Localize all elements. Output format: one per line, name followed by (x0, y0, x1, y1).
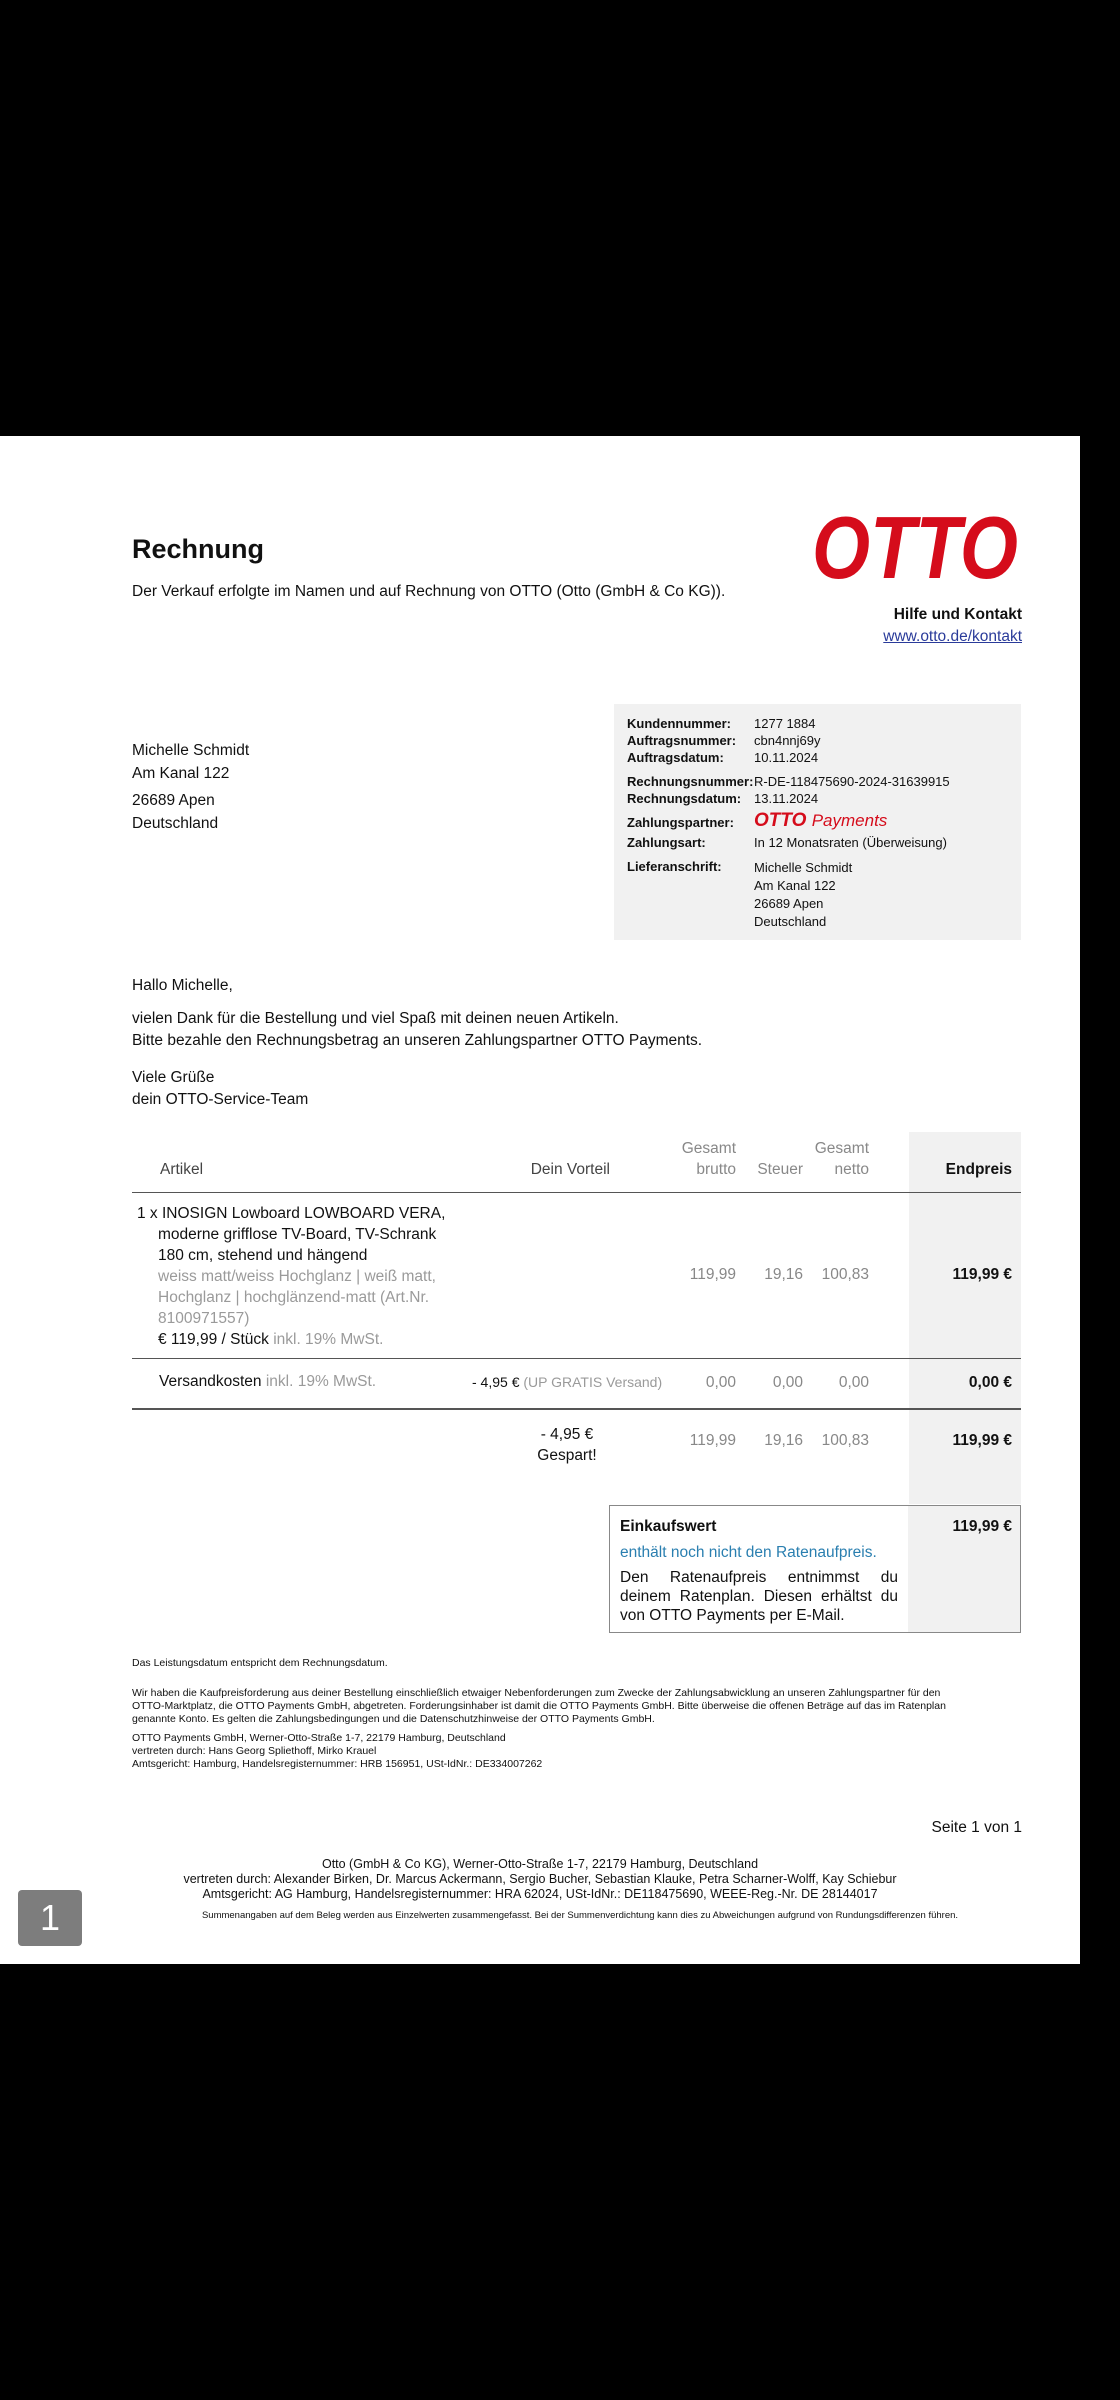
greeting-closing2: dein OTTO-Service-Team (132, 1091, 309, 1108)
summary-text-line3: von OTTO Payments per E-Mail. (620, 1607, 845, 1624)
shipping-brutto: 0,00 (705, 1374, 736, 1391)
lieferanschrift-country: Deutschland (754, 914, 827, 929)
auftragsdatum-value: 10.11.2024 (754, 750, 819, 765)
item-unit-tax: inkl. 19% MwSt. (273, 1331, 384, 1348)
total-saved-label: Gespart! (537, 1447, 597, 1464)
auftragsnummer-label: Auftragsnummer: (627, 733, 737, 748)
item-description (137, 1203, 457, 1350)
rechnungsdatum-value: 13.11.2024 (754, 791, 819, 806)
shipping-label-line (159, 1373, 376, 1391)
shipping-endpreis: 0,00 € (968, 1374, 1012, 1391)
item-variant-line1: weiss matt/weiss Hochglanz | weiß matt, (158, 1268, 436, 1285)
col-netto-line1: Gesamt (814, 1140, 869, 1157)
page-indicator-badge: 1 (18, 1890, 82, 1946)
greeting-line1: vielen Dank für die Bestellung und viel Spaß mit deinen neuen Artikeln. (132, 1010, 619, 1027)
total-brutto: 119,99 (689, 1432, 736, 1449)
invoice-subtitle: Der Verkauf erfolgte im Namen und auf Rechnung von OTTO (Otto (GmbH & Co KG)). (132, 583, 726, 600)
col-endpreis: Endpreis (945, 1161, 1012, 1178)
col-brutto-line1: Gesamt (681, 1140, 736, 1157)
item-variant-line2: Hochglanz | hochglänzend-matt (Art.Nr. (158, 1289, 430, 1306)
item-name-line3: 180 cm, stehend und hängend (158, 1247, 368, 1264)
rechnungsnummer-label: Rechnungsnummer: (627, 774, 754, 789)
item-unit-price: € 119,99 / Stück (158, 1331, 269, 1348)
kundennummer-label: Kundennummer: (627, 716, 731, 731)
zahlungsart-value: In 12 Monatsraten (Überweisung) (754, 835, 947, 850)
item-unit-price-line (137, 1329, 457, 1350)
table-header-divider (132, 1192, 1021, 1193)
contact-link[interactable]: www.otto.de/kontakt (883, 628, 1022, 645)
shipping-vorteil (472, 1374, 662, 1390)
total-netto: 100,83 (821, 1432, 869, 1449)
footer-line3: Amtsgericht: AG Hamburg, Handelsregisternummer: HRA 62024, USt-IdNr.: DE118475690, WEEE-Reg.-Nr. DE 28144017 (202, 1887, 878, 1901)
total-divider (132, 1408, 1021, 1410)
footer-line2: vertreten durch: Alexander Birken, Dr. Marcus Ackermann, Sergio Bucher, Sebastian Klauke, Petra Scharner-Wolff, Kay Schiebur (183, 1872, 897, 1886)
summary-note: enthält noch nicht den Ratenaufpreis. (620, 1544, 877, 1561)
otto-payments-logo (754, 810, 887, 832)
total-endpreis: 119,99 € (952, 1432, 1012, 1449)
shipping-tax: inkl. 19% MwSt. (265, 1373, 377, 1390)
greeting-line2: Bitte bezahle den Rechnungsbetrag an unseren Zahlungspartner OTTO Payments. (132, 1032, 703, 1049)
item-name-line1: 1 x INOSIGN Lowboard LOWBOARD VERA, (137, 1205, 446, 1222)
invoice-page (0, 436, 1080, 1964)
payments-company-note: OTTO Payments GmbH, Werner-Otto-Straße 1-7, 22179 Hamburg, Deutschland vertreten durch: Hans Georg Spliethoff, Mirko Krauel Amtsgericht: Hamburg, Handelsregisternummer: HRB 156951, USt-IdNr.: DE334007262 (132, 1732, 543, 1770)
rechnungsdatum-label: Rechnungsdatum: (627, 791, 742, 806)
company-footer (0, 1857, 1080, 1902)
item-steuer: 19,16 (764, 1266, 803, 1283)
lieferanschrift-name: Michelle Schmidt (754, 860, 853, 875)
page-title: Rechnung (132, 534, 264, 564)
summary-text (620, 1568, 898, 1625)
shipping-netto: 0,00 (838, 1374, 869, 1391)
customer-street: Am Kanal 122 (132, 765, 230, 782)
shipping-vorteil-note: (UP GRATIS Versand) (523, 1374, 663, 1390)
total-steuer: 19,16 (764, 1432, 803, 1449)
invoice-info-box (614, 704, 1021, 940)
shipping-label: Versandkosten (159, 1373, 262, 1390)
zahlungsart-label: Zahlungsart: (627, 835, 706, 850)
kundennummer-value: 1277 1884 (754, 716, 816, 731)
otto-logo-text: OTTO (812, 498, 1018, 597)
item-endpreis: 119,99 € (952, 1266, 1012, 1283)
rechnungsnummer-value: R-DE-118475690-2024-31639915 (754, 774, 950, 789)
col-netto-line2: netto (834, 1161, 869, 1178)
shipping-vorteil-amount: - 4,95 € (472, 1374, 520, 1390)
auftragsnummer-value: cbn4nnj69y (754, 733, 821, 748)
item-brutto: 119,99 (689, 1266, 736, 1283)
col-brutto-line2: brutto (696, 1161, 736, 1178)
summary-amount: 119,99 € (952, 1518, 1012, 1535)
customer-address (132, 739, 249, 835)
otto-payments-suffix: Payments (811, 811, 888, 830)
greeting-hello: Hallo Michelle, (132, 977, 233, 994)
summary-box (609, 1505, 1021, 1633)
total-saved-amount: - 4,95 € (540, 1426, 594, 1443)
footer-line1: Otto (GmbH & Co KG), Werner-Otto-Straße 1-7, 22179 Hamburg, Deutschland (321, 1857, 759, 1871)
help-title: Hilfe und Kontakt (893, 606, 1022, 623)
lieferanschrift-city: 26689 Apen (754, 896, 824, 911)
otto-logo (810, 498, 1020, 597)
greeting-closing1: Viele Grüße (132, 1069, 215, 1086)
item-netto: 100,83 (821, 1266, 869, 1283)
customer-country: Deutschland (132, 815, 219, 832)
summary-label: Einkaufswert (620, 1518, 717, 1535)
forderung-note: Wir haben die Kaufpreisforderung aus deiner Bestellung einschließlich etwaiger Nebenforderungen zum Zwecke der Zahlungsabwicklung an unseren Zahlungspartner für den OTTO-Marktplatz, die OTTO Payments GmbH, abgetreten. Forderungsinhaber ist damit die OTTO Payments GmbH. Bitte überweise die offenen Beträge auf das im Ratenplan genannte Konto. Es gelten die Zahlungsbedingungen und die Datenschutzhinweise der OTTO Payments GmbH. (132, 1687, 946, 1725)
summary-text-line2: deinem Ratenplan. Diesen erhältst du (620, 1588, 898, 1605)
total-saved (520, 1424, 614, 1466)
col-vorteil: Dein Vorteil (530, 1161, 610, 1178)
lieferanschrift-value (754, 859, 852, 931)
col-steuer: Steuer (757, 1161, 803, 1178)
auftragsdatum-label: Auftragsdatum: (627, 750, 724, 765)
footer-rounding-note: Summenangaben auf dem Beleg werden aus Einzelwerten zusammengefasst. Bei der Summenverdichtung kann dies zu Abweichungen aufgrund von Rundungsdifferenzen führen. (201, 1910, 959, 1921)
greeting-block (132, 975, 702, 1111)
item-qty: 1 x (137, 1205, 158, 1222)
leistungsdatum-note: Das Leistungsdatum entspricht dem Rechnungsdatum. (132, 1657, 388, 1669)
zahlungspartner-label: Zahlungspartner: (627, 815, 734, 830)
shipping-steuer: 0,00 (772, 1374, 803, 1391)
item-variant-line3: 8100971557) (158, 1310, 250, 1327)
lieferanschrift-label: Lieferanschrift: (627, 859, 722, 874)
col-artikel: Artikel (160, 1161, 204, 1178)
page-number: Seite 1 von 1 (931, 1819, 1022, 1836)
summary-text-line1: Den Ratenaufpreis entnimmst du (620, 1569, 898, 1586)
customer-city: 26689 Apen (132, 792, 215, 809)
shipping-divider (132, 1358, 1021, 1359)
item-name-line2: moderne grifflose TV-Board, TV-Schrank (158, 1226, 437, 1243)
otto-payments-brand: OTTO (754, 810, 807, 831)
customer-name: Michelle Schmidt (132, 742, 250, 759)
lieferanschrift-street: Am Kanal 122 (754, 878, 836, 893)
